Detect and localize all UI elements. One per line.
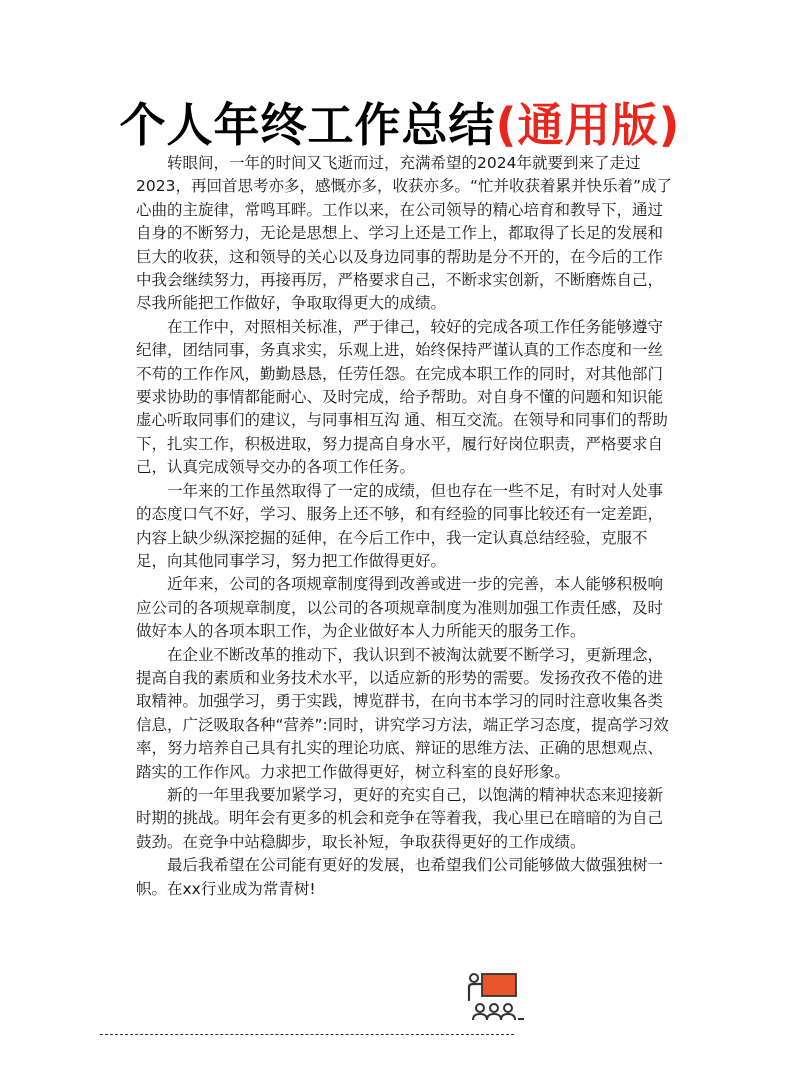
- presentation-audience-icon: [466, 972, 526, 1024]
- footer-divider: [100, 1034, 514, 1035]
- title-accent: (通用版): [495, 97, 681, 152]
- body-paragraph: 最后我希望在公司能有更好的发展，也希望我们公司能够做大做强独树一帜。在xx行业成为常青树!: [136, 856, 664, 898]
- body-paragraph: 在企业不断改革的推动下，我认识到不被淘汰就要不断学习，更新理念，提高自我的素质和业务技术水平，以适应新的形势的需要。发扬孜孜不倦的进取精神。加强学习，勇于实践，博览群书，在向书本学习的同时注意收集各类信息，广泛吸取各种“营养”:同时，讲究学习方法，端正学习态度，提高学习效率，努力培养自己具有扎实的理论功底、辩证的思维方法、正确的思想观点、踏实的工作作风。力求把工作做得更好，树立科室的良好形象。: [136, 645, 669, 781]
- body-paragraph: 近年来，公司的各项规章制度得到改善或进一步的完善，本人能够积极响应公司的各项规章制度，以公司的各项规章制度为准则加强工作责任感，及时做好本人的各项本职工作，为企业做好本人力所能天的服务工作。: [136, 575, 664, 641]
- body-paragraph: 新的一年里我要加紧学习，更好的充实自己，以饱满的精神状态来迎接新时期的挑战。明年会有更多的机会和竞争在等着我，我心里已在暗暗的为自己鼓劲。在竞争中站稳脚步，取长补短，争取获得更好的工作成绩。: [136, 785, 664, 851]
- body-paragraph: 在工作中，对照相关标准，严于律己，较好的完成各项工作任务能够遵守纪律，团结同事，务真求实，乐观上进，始终保持严谨认真的工作态度和一丝不苟的工作作风，勤勤恳恳，任劳任怨。在完成本职工作的同时，对其他部门要求协助的事情都能耐心、及时完成，给予帮助。对自身不懂的问题和知识能虚心听取同事们的建议，与同事相互沟 通、相互交流。在领导和同事们的帮助下，扎实工作，积极进取，努力提高自身水平，履行好岗位职责，严格要求自己，认真完成领导交办的各项工作任务。: [136, 317, 668, 477]
- document-body: [136, 152, 674, 901]
- document-title: [0, 89, 800, 155]
- body-paragraph: 一年来的工作虽然取得了一定的成绩，但也存在一些不足，有时对人处事的态度口气不好，学习、服务上还不够，和有经验的同事比较还有一定差距，内容上缺少纵深挖掘的延伸，在今后工作中，我一定认真总结经验，克服不足，向其他同事学习，努力把工作做得更好。: [136, 481, 664, 570]
- title-main: 个人年终工作总结: [119, 97, 496, 152]
- body-paragraph: 转眼间，一年的时间又飞逝而过，充满希望的2024年就要到来了走过2023，再回首思考亦多，感慨亦多，收获亦多。“忙并收获着累并快乐着”成了心曲的主旋律，常鸣耳畔。工作以来，在公司领导的精心培育和教导下，通过自身的不断努力，无论是思想上、学习上还是工作上，都取得了长足的发展和巨大的收获，这和领导的关心以及身边同事的帮助是分不开的，在今后的工作中我会继续努力，再接再厉，严格要求自己，不断求实创新，不断磨炼自己，尽我所能把工作做好，争取取得更大的成绩。: [136, 154, 673, 313]
